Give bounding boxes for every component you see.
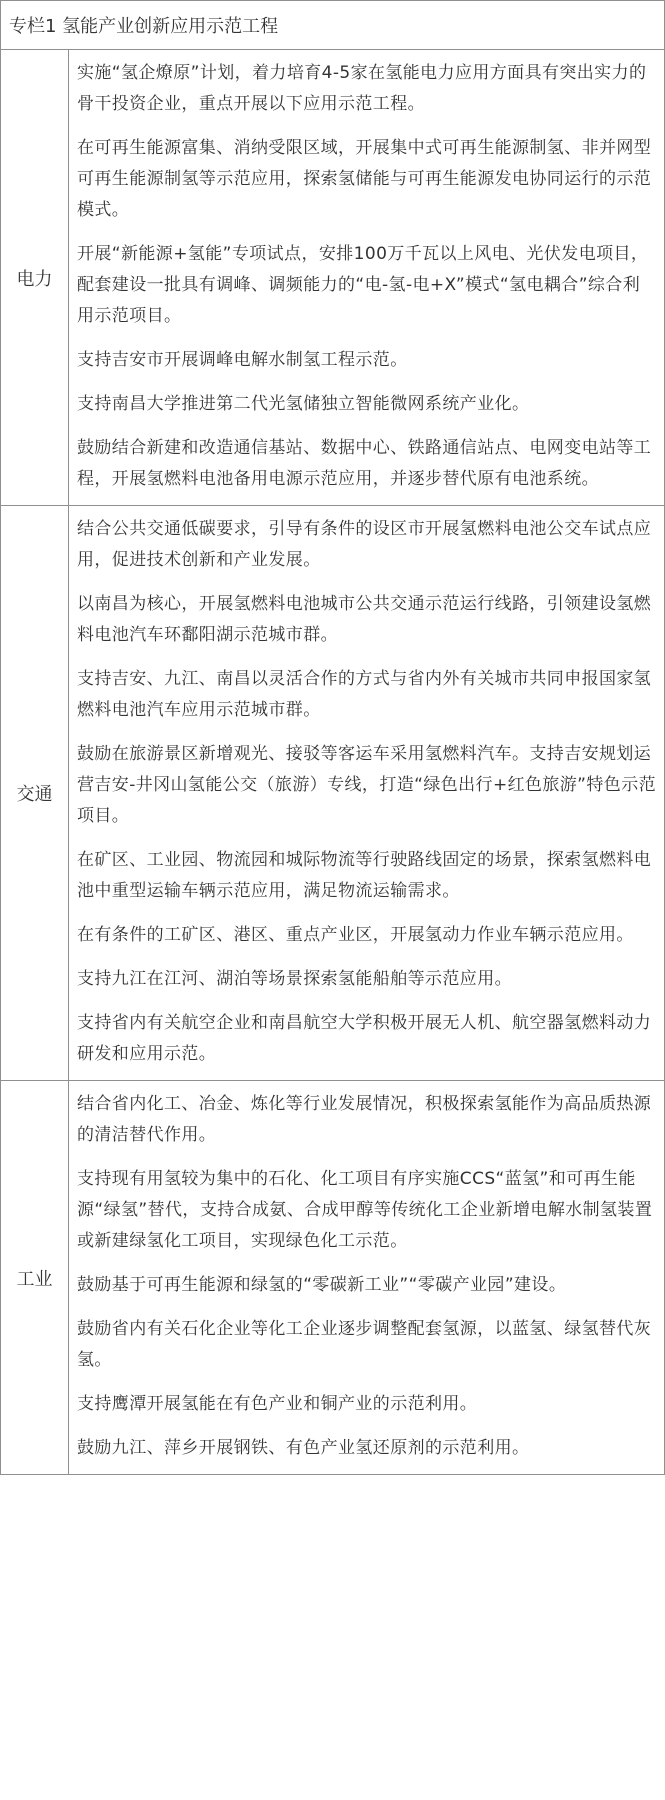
section-paragraph: 支持南昌大学推进第二代光氢储独立智能微网系统产业化。 (77, 394, 530, 414)
section-content (69, 1081, 665, 1475)
title-row (1, 1, 665, 50)
section-label: 电力 (1, 50, 69, 506)
section-row (1, 1081, 665, 1475)
section-paragraph: 鼓励九江、萍乡开展钢铁、有色产业氢还原剂的示范利用。 (77, 1438, 530, 1458)
section-paragraph: 支持鹰潭开展氢能在有色产业和铜产业的示范利用。 (77, 1394, 478, 1414)
section-paragraph: 在可再生能源富集、消纳受限区域，开展集中式可再生能源制氢、非并网型可再生能源制氢等示范应用，探索氢储能与可再生能源发电协同运行的示范模式。 (77, 138, 652, 220)
section-row (1, 506, 665, 1081)
section-paragraph: 鼓励基于可再生能源和绿氢的“零碳新工业”“零碳产业园”建设。 (77, 1275, 567, 1295)
section-paragraph: 实施“氢企燎原”计划，着力培育4-5家在氢能电力应用方面具有突出实力的骨干投资企业，重点开展以下应用示范工程。 (77, 63, 647, 114)
section-paragraph: 支持现有用氢较为集中的石化、化工项目有序实施CCS“蓝氢”和可再生能源“绿氢”替代，支持合成氨、合成甲醇等传统化工企业新增电解水制氢装置或新建绿氢化工项目，实现绿色化工示范。 (77, 1169, 653, 1251)
table-title: 专栏1 氢能产业创新应用示范工程 (1, 1, 665, 50)
section-label: 工业 (1, 1081, 69, 1475)
section-paragraph: 开展“新能源+氢能”专项试点，安排100万千瓦以上风电、光伏发电项目，配套建设一批具有调峰、调频能力的“电-氢-电+X”模式“氢电耦合”综合利用示范项目。 (77, 244, 649, 326)
section-paragraph: 鼓励在旅游景区新增观光、接驳等客运车采用氢燃料汽车。支持吉安规划运营吉安-井冈山氢能公交（旅游）专线，打造“绿色出行+红色旅游”特色示范项目。 (77, 744, 656, 826)
table-body (1, 1, 665, 1475)
section-paragraph: 支持吉安、九江、南昌以灵活合作的方式与省内外有关城市共同申报国家氢燃料电池汽车应用示范城市群。 (77, 669, 652, 720)
section-row (1, 50, 665, 506)
section-paragraph: 支持省内有关航空企业和南昌航空大学积极开展无人机、航空器氢燃料动力研发和应用示范。 (77, 1013, 652, 1064)
section-paragraph: 在矿区、工业园、物流园和城际物流等行驶路线固定的场景，探索氢燃料电池中重型运输车辆示范应用，满足物流运输需求。 (77, 850, 652, 901)
section-content (69, 506, 665, 1081)
section-paragraph: 结合公共交通低碳要求，引导有条件的设区市开展氢燃料电池公交车试点应用，促进技术创新和产业发展。 (77, 519, 652, 570)
section-paragraph: 在有条件的工矿区、港区、重点产业区，开展氢动力作业车辆示范应用。 (77, 925, 634, 945)
section-content (69, 50, 665, 506)
section-paragraph: 鼓励结合新建和改造通信基站、数据中心、铁路通信站点、电网变电站等工程，开展氢燃料电池备用电源示范应用，并逐步替代原有电池系统。 (77, 438, 652, 489)
section-paragraph: 鼓励省内有关石化企业等化工企业逐步调整配套氢源，以蓝氢、绿氢替代灰氢。 (77, 1319, 652, 1370)
section-paragraph: 以南昌为核心，开展氢燃料电池城市公共交通示范运行线路，引领建设氢燃料电池汽车环鄱阳湖示范城市群。 (77, 594, 652, 645)
section-paragraph: 支持吉安市开展调峰电解水制氢工程示范。 (77, 350, 408, 370)
section-paragraph: 结合省内化工、冶金、炼化等行业发展情况，积极探索氢能作为高品质热源的清洁替代作用。 (77, 1094, 652, 1145)
section-label: 交通 (1, 506, 69, 1081)
section-paragraph: 支持九江在江河、湖泊等场景探索氢能船舶等示范应用。 (77, 969, 512, 989)
